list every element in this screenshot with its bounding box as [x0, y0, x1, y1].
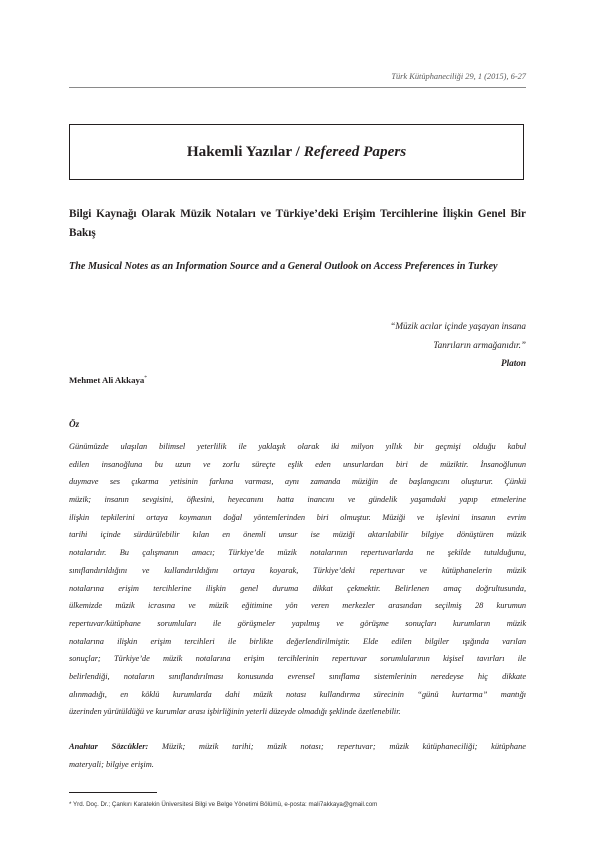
abstract-line: ülkemizde müzik icrasına ve müzik eğitimine yön veren merkezler arasından seçilmiş 28 kurumun [69, 601, 526, 611]
author-name: Mehmet Ali Akkaya [69, 375, 145, 385]
footnote-rule [69, 792, 157, 793]
section-title-en: Refereed Papers [303, 143, 407, 160]
abstract-line: üzerinden yürütüldüğü ve kurumlar arası işbirliğinin yeterli düzeyde olmadığı şeklinde özetlenebilir. [69, 707, 401, 717]
section-title-tr: Hakemli Yazılar / [186, 143, 300, 160]
keywords-text: Müzik; müzik tarihi; müzik notası; repertuvar; müzik kütüphaneciliği; kütüphane [161, 742, 526, 751]
keywords [69, 738, 526, 773]
abstract-line: Günümüzde ulaşılan bilimsel yeterlilik ile yaklaşık olarak iki milyon yıllık bir geçmişi olduğu kabul [69, 442, 526, 451]
keywords-line: materyali; bilgiye erişim. [69, 759, 154, 769]
epigraph [390, 317, 526, 373]
header-rule [69, 87, 526, 88]
abstract-line: müzik; insanın sevgisini, öfkesini, heyecanını hatta inancını ve gündelik yaşamdaki yapıp etmelerine [69, 495, 526, 505]
epigraph-line: Tanrıların armağanıdır.” [433, 339, 526, 350]
abstract-line: alınmadığı, en köklü kurumlarda dahi müzik notası kullandırma sürecinin “günü kurtarma” mantığı [69, 689, 526, 699]
abstract-line: belirlendiği, notaların sınıflandırılması konusunda evrensel sınıflama sistemlerinin neredeyse hiç dikkate [69, 671, 526, 681]
abstract-heading: Öz [69, 419, 80, 429]
keywords-label: Anahtar Sözcükler: [69, 742, 149, 751]
abstract-line: notalarına ilişkin erişim tercihleri ile birlikte değerlendirilmiştir. Elde edilen bilgiler ışığında varılan [69, 636, 526, 646]
article-title-tr: Bilgi Kaynağı Olarak Müzik Notaları ve Türkiye’deki Erişim Tercihlerine İlişkin Genel Bir Bakış [69, 208, 526, 239]
epigraph-line: “Müzik acılar içinde yaşayan insana [390, 321, 526, 331]
footnote-mark: * [144, 375, 148, 382]
footnote: * Yrd. Doç. Dr.; Çankırı Karatekin Üniversitesi Bilgi ve Belge Yönetimi Bölümü, e-posta: mali7akkaya@gmail.com [69, 801, 378, 808]
abstract-line: repertuvar/kütüphane sorumluları ile görüşmeler yapılmış ve görüşme sonuçları kurumların müzik [69, 618, 526, 628]
section-title-box [69, 124, 524, 180]
keywords-line [69, 738, 526, 756]
abstract-line: sonuçlar; Türkiye’de müzik notalarına erişim tercihlerinin repertuvar sorumlularının kişisel tavırları ile [69, 654, 526, 664]
abstract [69, 438, 526, 721]
abstract-line: ilişkin tepkilerini ortaya koymanın doğal yöntemlerinden biri olmuştur. Müziği ve işlevini insanın evrim [69, 512, 526, 522]
abstract-line: notalarına erişim tercihlerine ilişkin genel duruma dikkat çekmektir. Belirlenen amaç doğrultusunda, [69, 583, 526, 593]
abstract-line: tarihi içinde sürdürülebilir kılan en önemli unsur ise müziği aktarılabilir bilgiye dönüştüren müzik [69, 530, 526, 540]
epigraph-author: Platon [500, 358, 526, 368]
author-line [69, 375, 147, 385]
article-title-en: The Musical Notes as an Information Source and a General Outlook on Access Preferences in Turkey [69, 261, 498, 272]
abstract-line: duymave ses çıkarma yetisinin farkına varması, aynı zamanda müziğin de başlangıcını oluşturur. Çünkü [69, 477, 526, 487]
abstract-line: edilen insanoğluna bu uzun ve zorlu süreçte eşlik eden unsurlardan biri de müziktir. İnsanoğlunun [69, 459, 526, 469]
abstract-line: sınıflandırıldığını ve kullandırıldığını ortaya koyarak, Türkiye’deki repertuvar ve kütüphanelerin müzik [69, 565, 526, 575]
running-header: Türk Kütüphaneciliği 29, 1 (2015), 6-27 [391, 72, 526, 81]
abstract-line: notalarıdır. Bu çalışmanın amacı; Türkiye’de müzik notalarının repertuvarlarda ne şekilde tutulduğunu, [69, 548, 526, 558]
